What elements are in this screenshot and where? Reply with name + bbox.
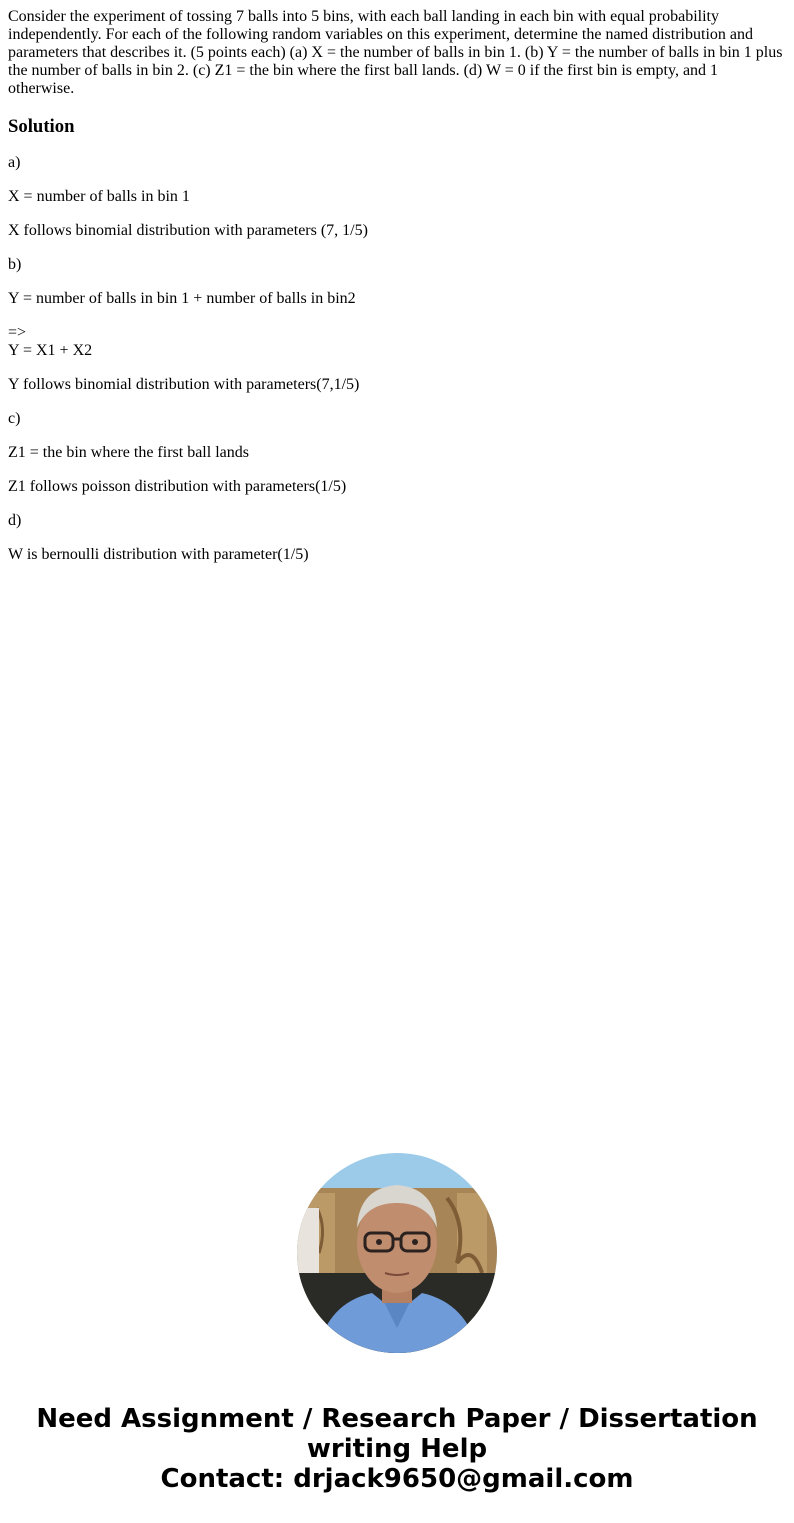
part-a-label: a) [8, 154, 21, 171]
part-b-line2: Y = X1 + X2 [8, 342, 93, 359]
part-c-label: c) [8, 410, 21, 427]
solution-body [8, 154, 786, 564]
part-b-line3: Y follows binomial distribution with parameters(7,1/5) [8, 376, 360, 393]
document-body [8, 8, 786, 564]
part-b-arrow: => [8, 324, 27, 341]
part-a-line2: X follows binomial distribution with parameters (7, 1/5) [8, 222, 368, 239]
part-b-derivation [8, 324, 786, 360]
author-avatar [297, 1153, 497, 1353]
part-b-label: b) [8, 256, 22, 273]
solution-heading: Solution [8, 116, 75, 137]
portrait-image [297, 1153, 497, 1353]
question-text: Consider the experiment of tossing 7 balls into 5 bins, with each ball landing in each bin with equal probability independently. For each of the following random variables on this experiment, determine the named distribution and parameters that describes it. (5 points each) (a) X = the number of balls in bin 1. (b) Y = the number of balls in bin 1 plus the number of balls in bin 2. (c) Z1 = the bin where the first ball lands. (d) W = 0 if the first bin is empty, and 1 otherwise. [8, 8, 783, 97]
part-c-line2: Z1 follows poisson distribution with parameters(1/5) [8, 478, 347, 495]
part-d-label: d) [8, 512, 22, 529]
part-c-line1: Z1 = the bin where the first ball lands [8, 444, 249, 461]
promo-banner [0, 1404, 794, 1494]
promo-contact: Contact: drjack9650@gmail.com [160, 1464, 634, 1494]
promo-line1: Need Assignment / Research Paper / Dissertation [36, 1404, 758, 1434]
part-d-line1: W is bernoulli distribution with parameter(1/5) [8, 546, 309, 563]
part-a-line1: X = number of balls in bin 1 [8, 188, 190, 205]
part-b-line1: Y = number of balls in bin 1 + number of balls in bin2 [8, 290, 356, 307]
promo-line2: writing Help [306, 1434, 488, 1464]
